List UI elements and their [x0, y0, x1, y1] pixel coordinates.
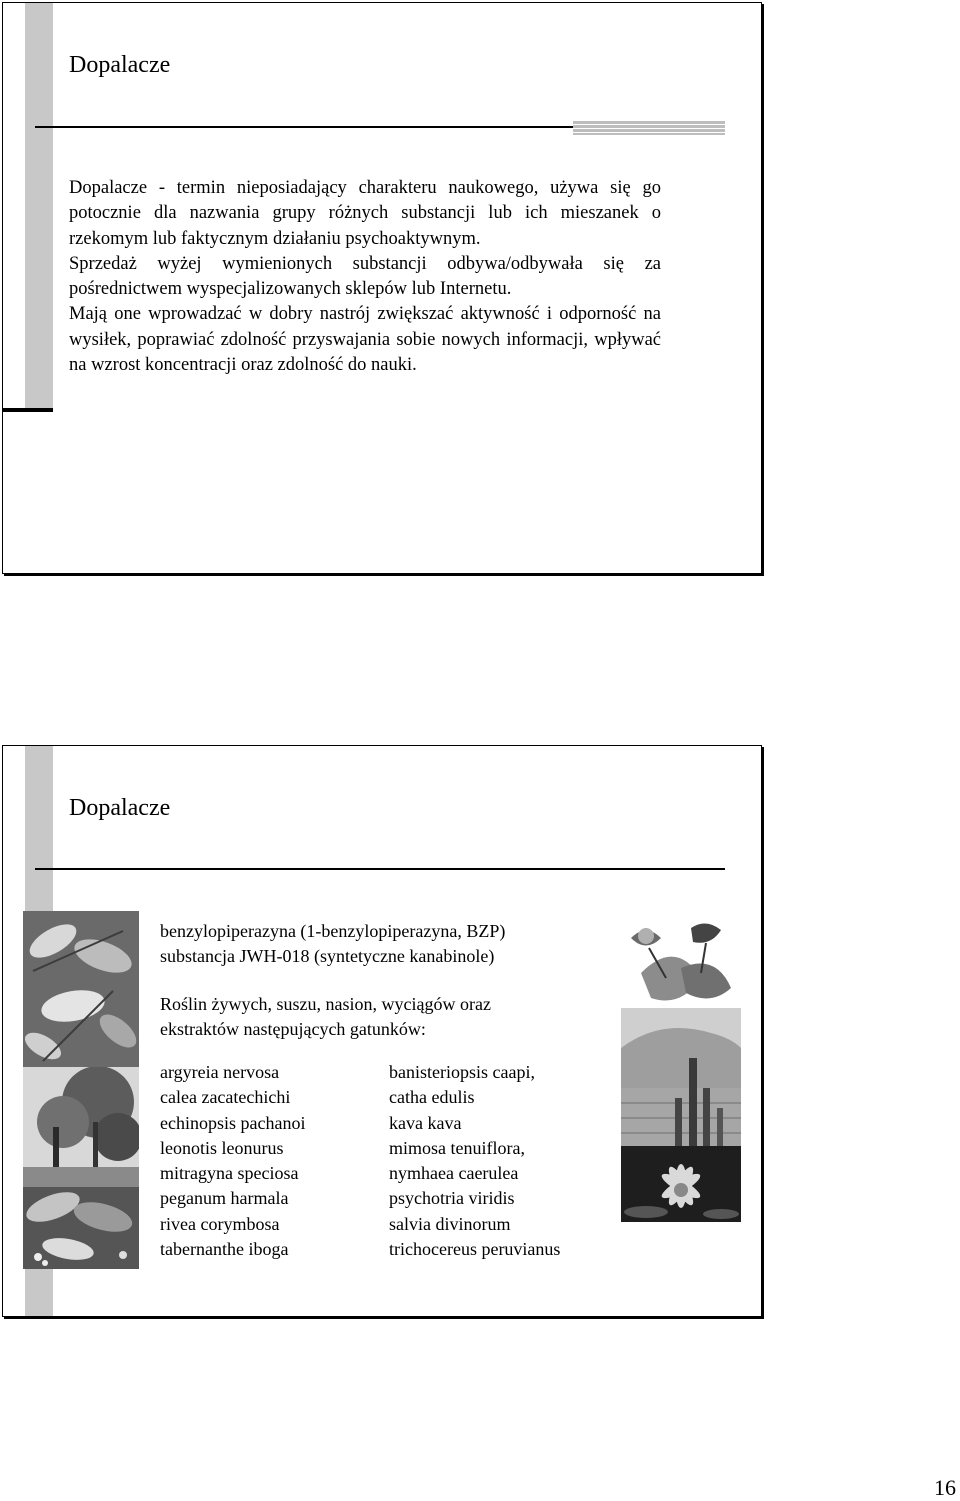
list-item: mitragyna speciosa	[160, 1163, 299, 1184]
sidebar-marker	[3, 408, 53, 412]
paragraph: Mają one wprowadzać w dobry nastrój zwiększać aktywność i odporność na wysiłek, poprawiać zdolność przyswajania sobie nowych informacji, wpływać na wzrost koncentracji oraz zdolność do nauki.	[69, 304, 661, 376]
substances-list	[160, 919, 505, 970]
text-line: Roślin żywych, suszu, nasion, wyciągów oraz	[160, 994, 491, 1014]
list-item: kava kava	[389, 1112, 462, 1133]
list-item: salvia divinorum	[389, 1213, 511, 1234]
list-item: substancja JWH-018 (syntetyczne kanabinole)	[160, 946, 495, 967]
plants-intro	[160, 992, 491, 1043]
plant-photo-tree	[23, 1067, 139, 1187]
list-item: psychotria viridis	[389, 1188, 515, 1209]
list-item: echinopsis pachanoi	[160, 1112, 306, 1133]
paragraph: Sprzedaż wyżej wymienionych substancji odbywa/odbywała się za pośrednictwem wyspecjalizowanych sklepów lub Internetu.	[69, 253, 661, 300]
list-item: peganum harmala	[160, 1188, 289, 1209]
list-item: tabernanthe iboga	[160, 1239, 289, 1260]
slide-title: Dopalacze	[69, 52, 171, 78]
title-divider-accent	[573, 121, 725, 135]
list-item: nymhaea caerulea	[389, 1163, 519, 1184]
plant-photo-shrub	[23, 1187, 139, 1269]
plant-photo-leaves	[23, 911, 139, 1067]
slide-title: Dopalacze	[69, 795, 171, 821]
paragraph: Dopalacze - termin nieposiadający charakteru naukowego, używa się go potocznie dla nazwania grupy różnych substancji lub ich mieszanek o rzekomym lub faktycznym działaniu psychoaktywnym.	[69, 178, 661, 249]
list-item: banisteriopsis caapi,	[389, 1062, 535, 1082]
plant-photo-flower	[621, 918, 749, 1008]
list-item: mimosa tenuiflora,	[389, 1137, 525, 1158]
list-item: calea zacatechichi	[160, 1087, 291, 1108]
list-item: rivea corymbosa	[160, 1213, 280, 1234]
list-item: trichocereus peruvianus	[389, 1239, 561, 1260]
slide-2	[2, 745, 762, 1317]
plants-list-right	[389, 1060, 560, 1262]
slide-1	[2, 2, 762, 574]
plants-list-left	[160, 1060, 305, 1262]
sidebar-stripe	[3, 3, 53, 411]
text-line: ekstraktów następujących gatunków:	[160, 1019, 426, 1040]
list-item: benzylopiperazyna (1-benzylopiperazyna, BZP)	[160, 921, 506, 941]
slide-body	[69, 176, 661, 378]
list-item: catha edulis	[389, 1087, 475, 1108]
page-number: 16	[934, 1475, 956, 1500]
list-item: leonotis leonurus	[160, 1137, 284, 1158]
slide-sidebar	[3, 3, 53, 573]
title-divider	[35, 868, 725, 870]
plant-photo-water-lily	[621, 1146, 741, 1222]
list-item: argyreia nervosa	[160, 1062, 280, 1082]
plant-photo-cactus	[621, 1008, 741, 1168]
